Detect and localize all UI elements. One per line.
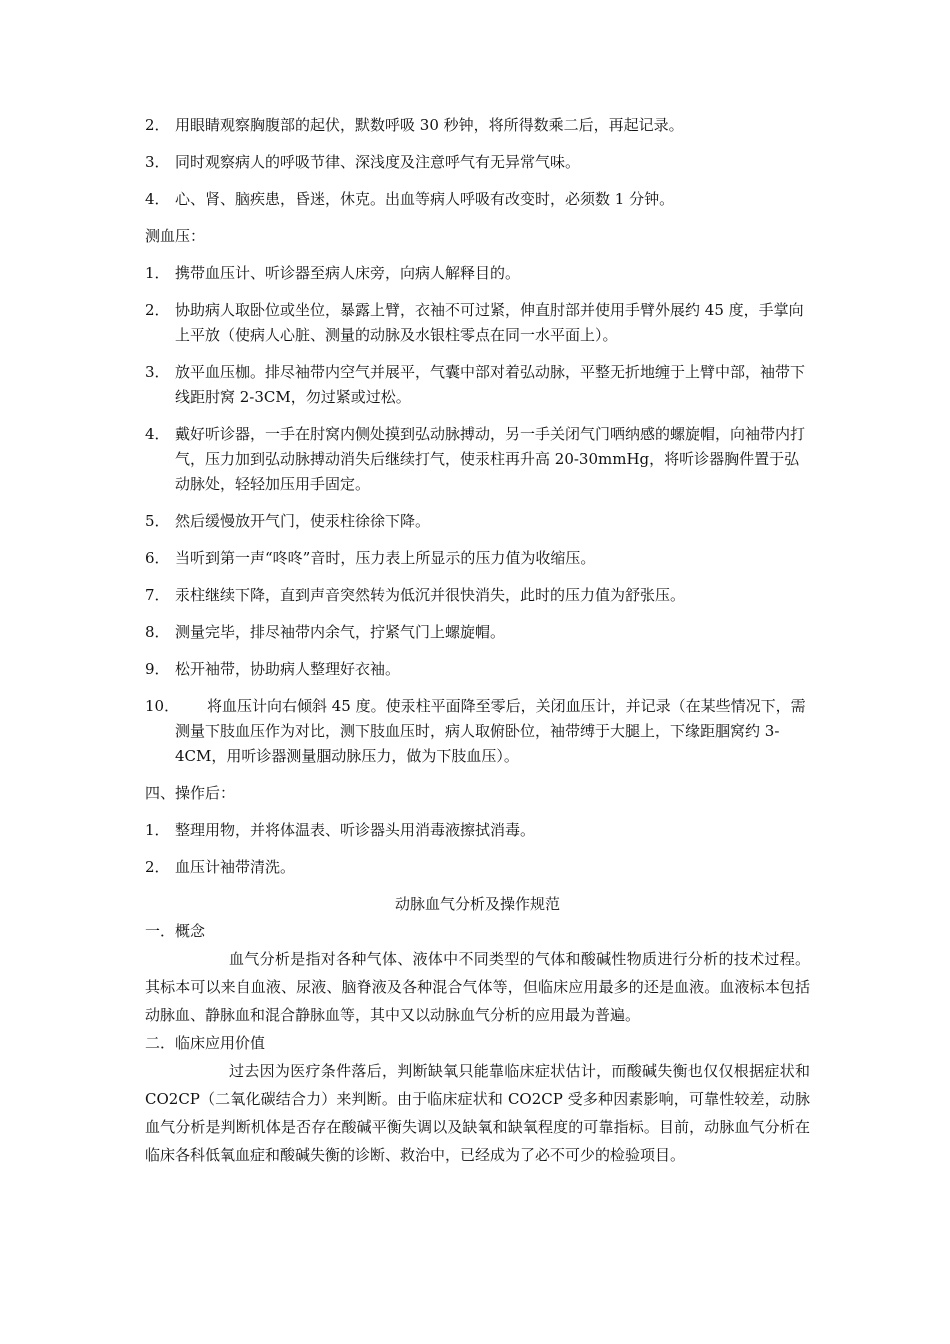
item-number: 2． <box>145 858 170 876</box>
list-item <box>145 422 810 497</box>
list-item <box>145 509 810 534</box>
item-text: 血压计袖带清洗。 <box>175 858 296 876</box>
item-number: 7． <box>145 586 170 604</box>
list-item <box>145 583 810 608</box>
item-number: 3． <box>145 363 170 381</box>
item-text: 心、肾、脑疾患，昏迷，休克。出血等病人呼吸有改变时，必须数 1 分钟。 <box>175 190 675 208</box>
concept-paragraph: 血气分析是指对各种气体、液体中不同类型的气体和酸碱性物质进行分析的技术过程。其标本可以来自血液、尿液、脑脊液及各种混合气体等，但临床应用最多的还是血液。血液标本包括动脉血、静脉血和混合静脉血等，其中又以动脉血气分析的应用最为普遍。 <box>145 950 810 1024</box>
list-item <box>145 298 810 348</box>
clinical-value-heading: 二．临床应用价值 <box>145 1034 266 1052</box>
list-item <box>145 261 810 286</box>
item-text: 测量完毕，排尽袖带内余气，拧紧气门上螺旋帽。 <box>175 623 506 641</box>
list-item <box>145 818 810 843</box>
list-item <box>145 657 810 682</box>
list-item <box>145 855 810 880</box>
item-number: 2． <box>145 301 170 319</box>
item-number: 9． <box>145 660 170 678</box>
item-text <box>175 694 810 769</box>
list-item <box>145 113 810 138</box>
item-text: 汞柱继续下降，直到声音突然转为低沉并很快消失，此时的压力值为舒张压。 <box>175 586 686 604</box>
item-number: 5． <box>145 512 170 530</box>
list-item <box>145 620 810 645</box>
blood-pressure-steps <box>145 261 810 769</box>
list-item <box>145 187 810 212</box>
item-text: 携带血压计、听诊器至病人床旁，向病人解释目的。 <box>175 264 521 282</box>
item-text: 同时观察病人的呼吸节律、深浅度及注意呼气有无异常气味。 <box>175 153 581 171</box>
clinical-value-paragraph: 过去因为医疗条件落后，判断缺氧只能靠临床症状估计，而酸碱失衡也仅仅根据症状和 CO2CP（二氧化碳结合力）来判断。由于临床症状和 CO2CP 受多种因素影响，可靠性较差，动脉血气分析是判断机体是否存在酸碱平衡失调以及缺氧和缺氧程度的可靠指标。目前，动脉血气分析在临床各科低氧血症和酸碱失衡的诊断、救治中，已经成为了必不可少的检验项目。 <box>145 1062 810 1164</box>
item-text: 整理用物，并将体温表、听诊器头用消毒液擦拭消毒。 <box>175 821 536 839</box>
item-text: 戴好听诊器，一手在肘窝内侧处摸到弘动脉搏动，另一手关闭气门哂纳感的螺旋帽，向袖带内打气，压力加到弘动脉搏动消失后继续打气，使汞柱再升高 20-30mmHg，将听诊器胸件置于弘动脉处，轻轻加压用手固定。 <box>175 425 806 493</box>
item-text: 松开袖带，协助病人整理好衣袖。 <box>175 660 401 678</box>
item-text: 协助病人取卧位或坐位，暴露上臂，衣袖不可过紧，伸直肘部并使用手臂外展约 45 度，手掌向上平放（使病人心脏、测量的动脉及水银柱零点在同一水平面上）。 <box>175 301 804 344</box>
item-number: 8． <box>145 623 170 641</box>
item-number: 1． <box>145 264 170 282</box>
item-number: 1． <box>145 821 170 839</box>
document-body <box>145 113 810 1171</box>
section-title: 动脉血气分析及操作规范 <box>394 895 560 913</box>
list-item <box>145 546 810 571</box>
item-text: 用眼睛观察胸腹部的起伏，默数呼吸 30 秒钟，将所得数乘二后，再起记录。 <box>175 116 684 134</box>
item-text: 然后缓慢放开气门，使汞柱徐徐下降。 <box>175 512 431 530</box>
list-item <box>145 694 810 769</box>
respiration-steps <box>145 113 810 212</box>
list-item <box>145 150 810 175</box>
item-number: 4． <box>145 190 170 208</box>
list-item <box>145 360 810 410</box>
bp-heading: 测血压： <box>145 227 206 245</box>
item-number: 10． <box>145 697 180 715</box>
item-text-body: 将血压计向右倾斜 45 度。使汞柱平面降至零后，关闭血压计，并记录（在某些情况下，需测量下肢血压作为对比，测下肢血压时，病人取俯卧位，袖带缚于大腿上，下缘距腘窝约 3-4CM，用听诊器测量腘动脉压力，做为下肢血压）。 <box>175 697 806 765</box>
item-number: 6． <box>145 549 170 567</box>
item-text: 放平血压枷。排尽袖带内空气并展平，气囊中部对着弘动脉，平整无折地缠于上臂中部，袖带下线距肘窝 2-3CM，勿过紧或过松。 <box>175 363 806 406</box>
after-operation-steps <box>145 818 810 880</box>
item-text: 当听到第一声“咚咚”音时，压力表上所显示的压力值为收缩压。 <box>175 549 596 567</box>
concept-heading: 一．概念 <box>145 922 206 940</box>
after-operation-heading: 四、操作后： <box>145 784 236 802</box>
item-number: 3． <box>145 153 170 171</box>
item-number: 2． <box>145 116 170 134</box>
item-number: 4． <box>145 425 170 443</box>
